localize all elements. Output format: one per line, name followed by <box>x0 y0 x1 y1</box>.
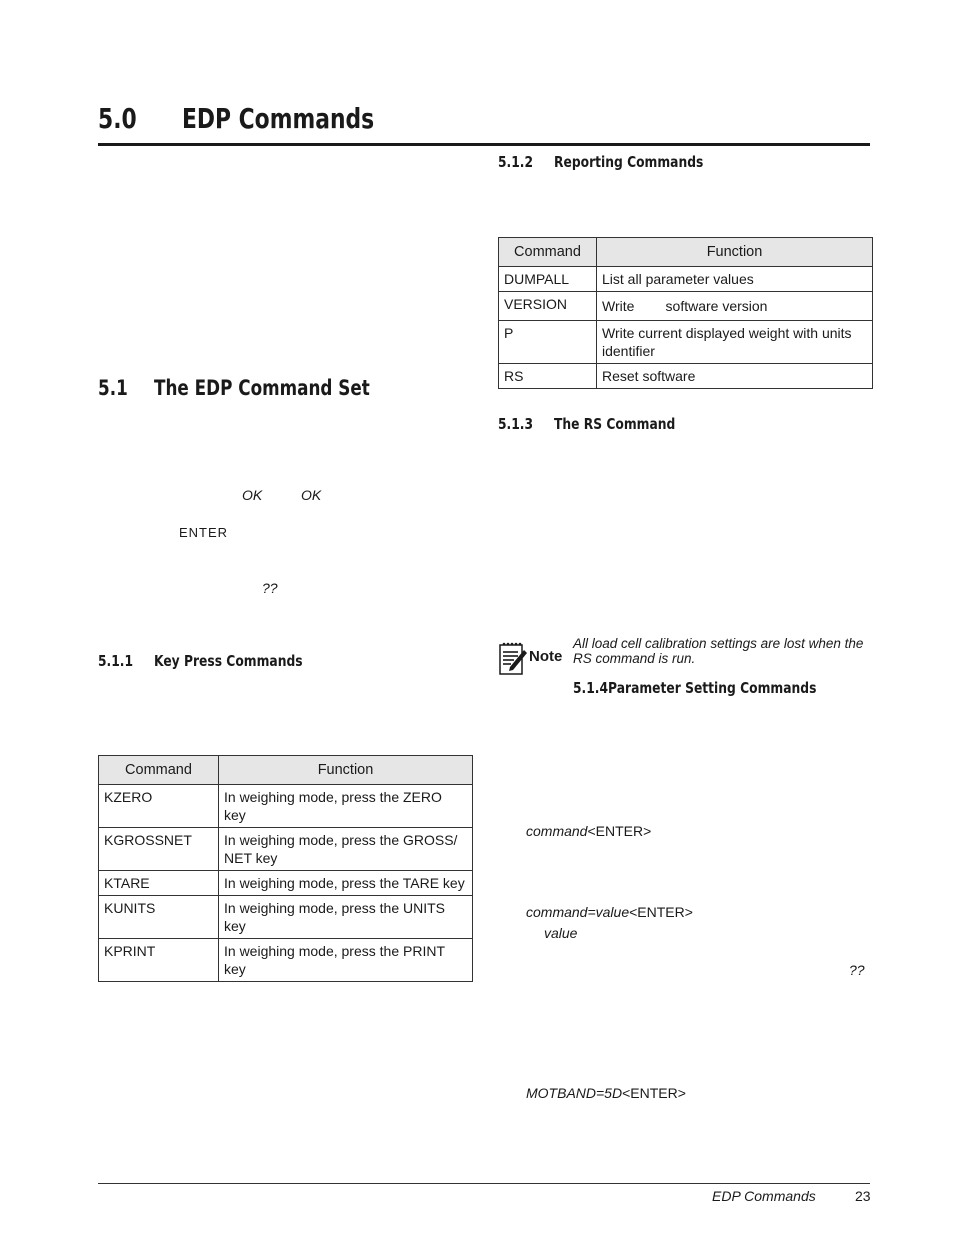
example-command: MOTBAND=5D <box>526 1085 623 1101</box>
subsection-number: 5.1.3 <box>498 415 534 433</box>
table-row <box>499 292 873 321</box>
command-cell: P <box>499 321 597 364</box>
note-label: Note <box>529 648 563 665</box>
table-row <box>499 364 873 389</box>
enter-token: <ENTER> <box>622 1085 686 1101</box>
example-line <box>526 1085 686 1101</box>
table-header-row <box>99 756 473 785</box>
table-row <box>99 871 473 896</box>
command-cell: KGROSSNET <box>99 828 219 871</box>
command-value-placeholder: command=value <box>526 904 630 920</box>
section-number: 5.1 <box>98 376 128 400</box>
table-row <box>99 828 473 871</box>
table-row <box>499 321 873 364</box>
command-cell: RS <box>499 364 597 389</box>
command-placeholder: command <box>526 823 588 839</box>
subsection-title: The RS Command <box>554 415 676 433</box>
key-press-table <box>98 755 473 982</box>
syntax-line <box>526 823 651 839</box>
chapter-rule <box>98 143 870 146</box>
subsection-title: Key Press Commands <box>154 652 303 670</box>
value-placeholder: value <box>544 925 578 941</box>
error-marker: ?? <box>262 580 278 596</box>
command-cell: KTARE <box>99 871 219 896</box>
command-cell: KUNITS <box>99 896 219 939</box>
footer-rule <box>98 1183 870 1184</box>
column-header: Function <box>597 238 873 267</box>
function-cell: List all parameter values <box>597 267 873 292</box>
function-cell: Write current displayed weight with units identifier <box>597 321 873 364</box>
table-header-row <box>499 238 873 267</box>
ok-fragment: OK <box>242 487 263 503</box>
subsection-title: 5.1.4Parameter Setting Commands <box>573 679 817 697</box>
function-cell: Write software version <box>597 292 873 321</box>
subsection-number: 5.1.2 <box>498 153 534 171</box>
error-marker: ?? <box>849 962 865 978</box>
section-title: The EDP Command Set <box>154 376 370 400</box>
table-row <box>99 896 473 939</box>
column-header: Command <box>499 238 597 267</box>
reporting-table <box>498 237 873 389</box>
function-cell: In weighing mode, press the TARE key <box>219 871 473 896</box>
command-cell: KZERO <box>99 785 219 828</box>
note-pencil-icon <box>498 640 528 676</box>
command-cell: VERSION <box>499 292 597 321</box>
column-header: Command <box>99 756 219 785</box>
enter-key-label: ENTER <box>179 525 229 540</box>
function-cell: In weighing mode, press the UNITS key <box>219 896 473 939</box>
enter-token: <ENTER> <box>629 904 693 920</box>
function-cell: Reset software <box>597 364 873 389</box>
function-cell: In weighing mode, press the ZERO key <box>219 785 473 828</box>
chapter-title: EDP Commands <box>182 102 375 135</box>
function-cell: In weighing mode, press the GROSS/ NET key <box>219 828 473 871</box>
enter-token: <ENTER> <box>587 823 652 839</box>
footer-title: EDP Commands <box>712 1188 816 1204</box>
table-row <box>99 785 473 828</box>
command-cell: DUMPALL <box>499 267 597 292</box>
page-number: 23 <box>855 1188 871 1204</box>
subsection-number: 5.1.1 <box>98 652 134 670</box>
column-header: Function <box>219 756 473 785</box>
syntax-line <box>526 904 693 920</box>
note-text: All load cell calibration settings are lost when the RS command is run. <box>573 636 864 666</box>
table-row <box>499 267 873 292</box>
table-row <box>99 939 473 982</box>
ok-fragment: OK <box>301 487 322 503</box>
function-cell: In weighing mode, press the PRINT key <box>219 939 473 982</box>
command-cell: KPRINT <box>99 939 219 982</box>
subsection-title: Reporting Commands <box>554 153 704 171</box>
chapter-number: 5.0 <box>98 102 137 135</box>
